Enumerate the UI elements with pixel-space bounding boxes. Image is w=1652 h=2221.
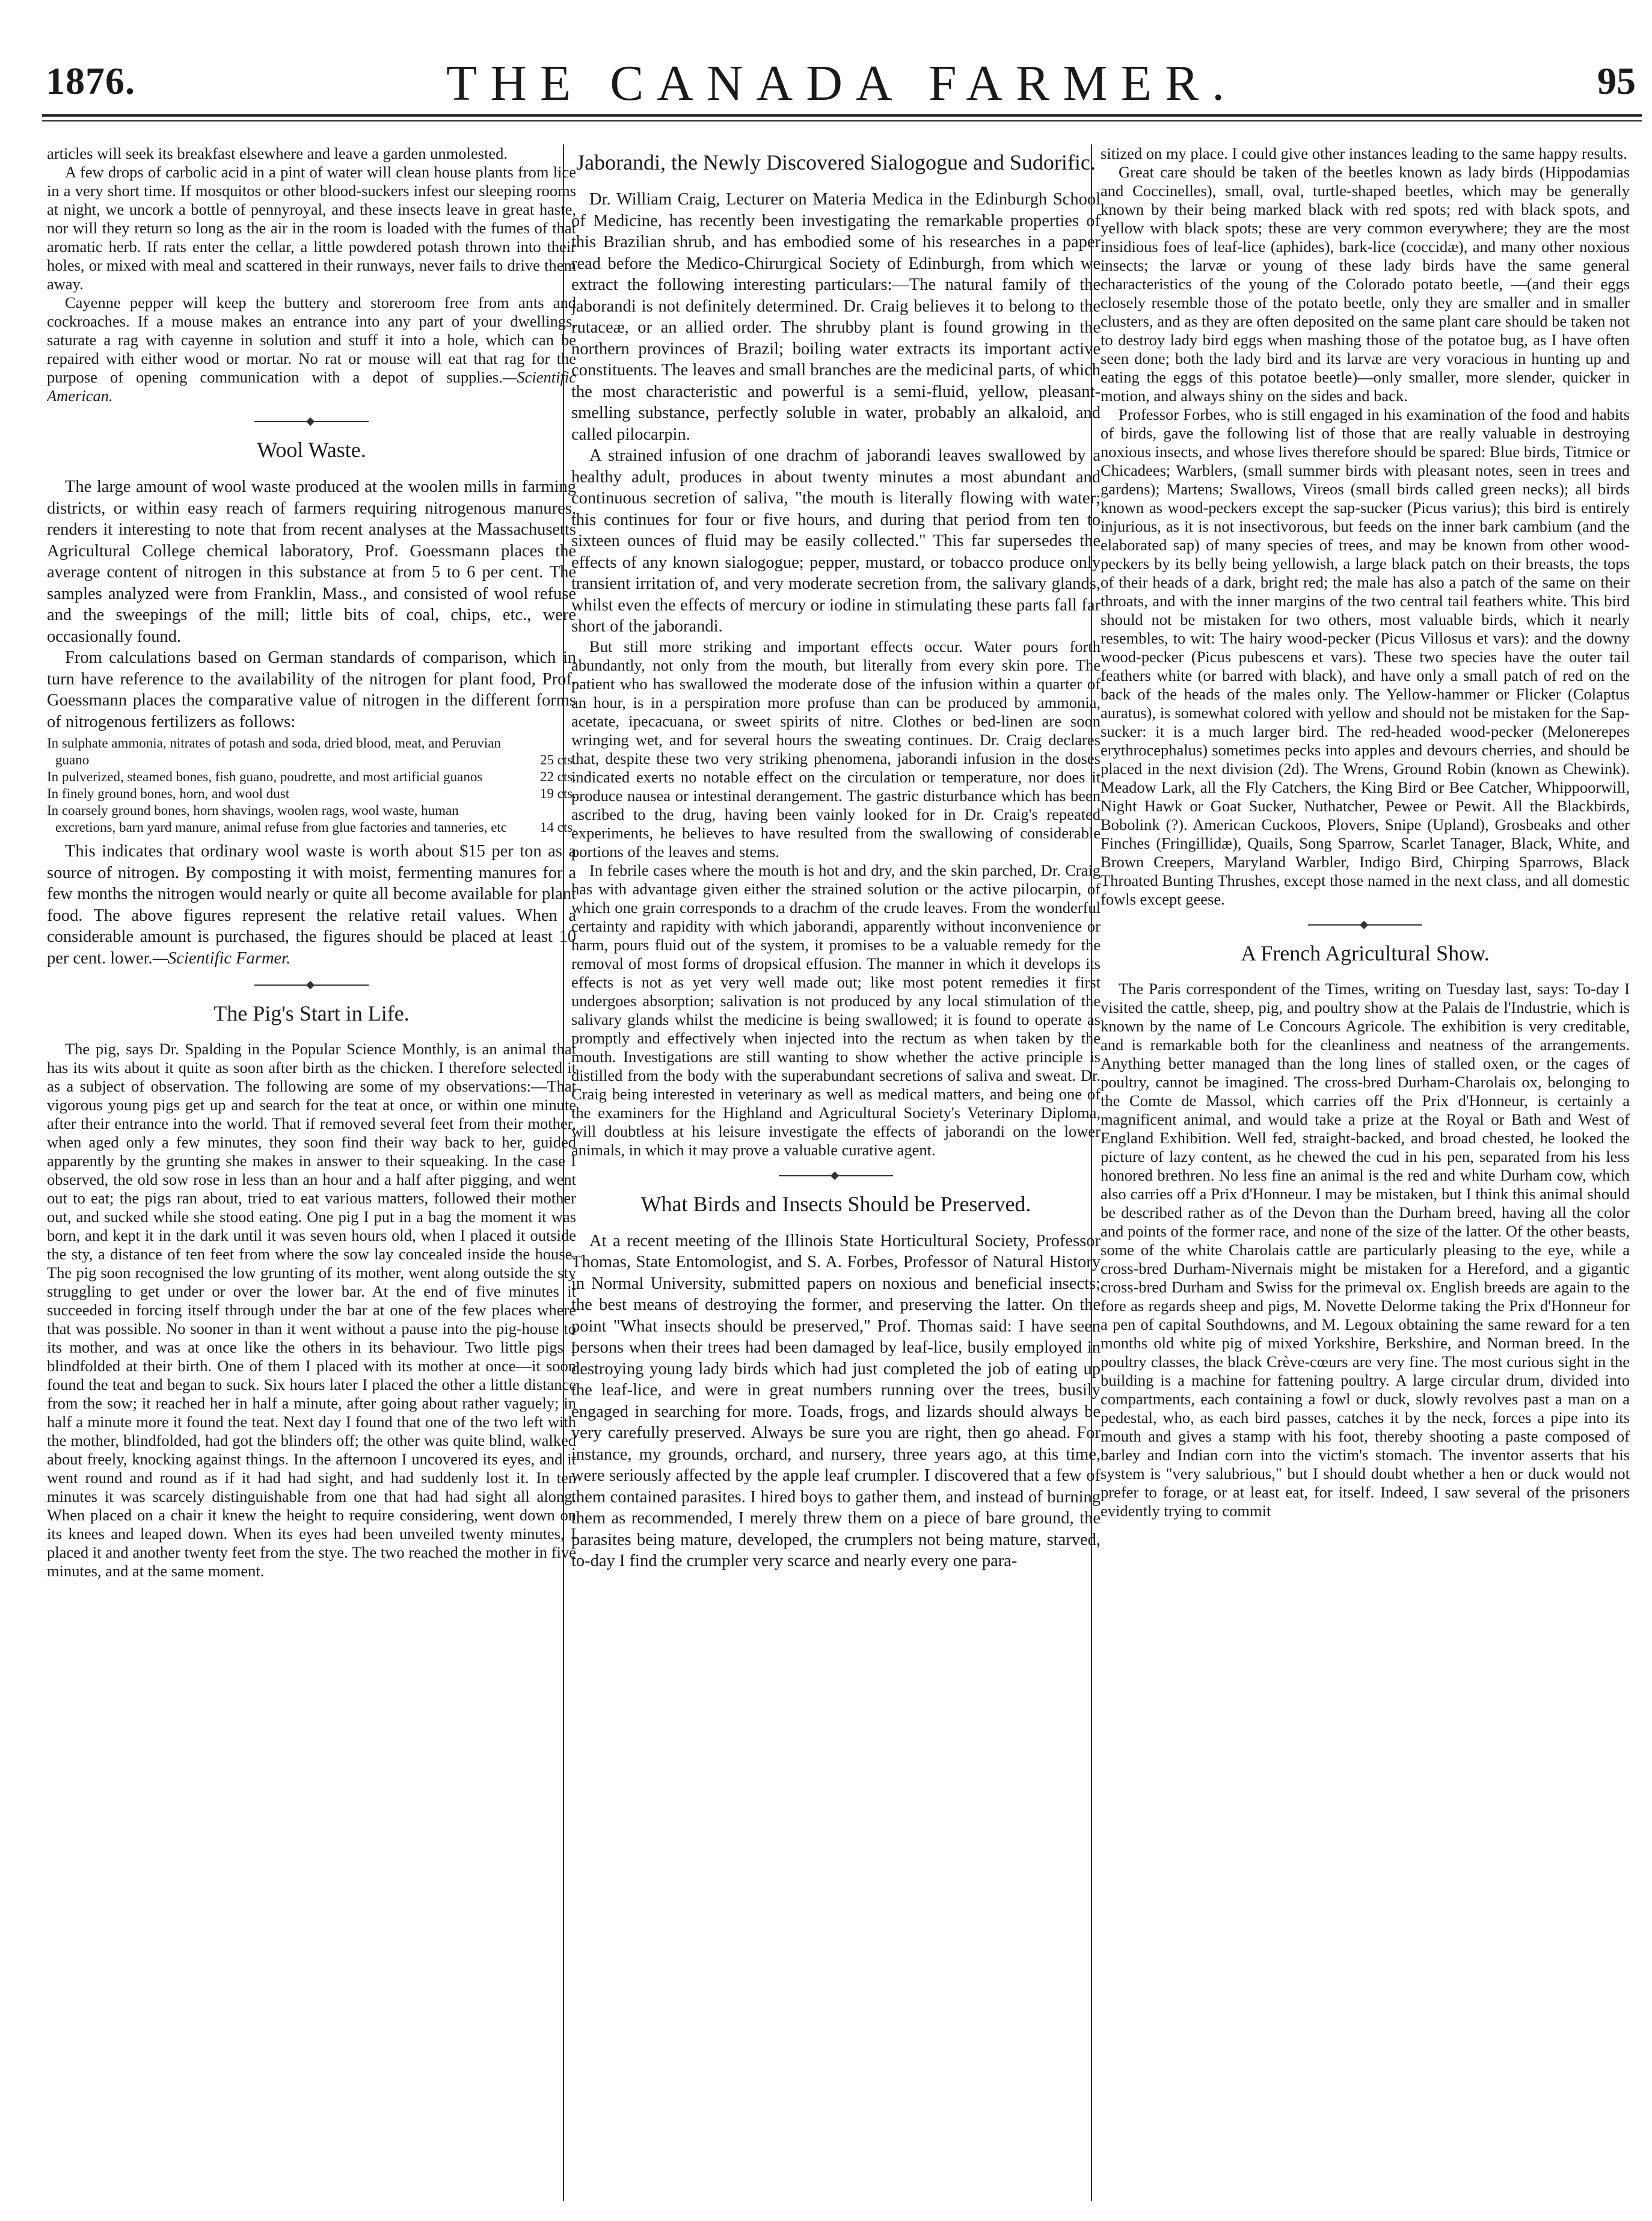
- paragraph: sitized on my place. I could give other instances leading to the same happy results.: [1101, 144, 1627, 162]
- list-item: [47, 802, 576, 836]
- masthead: [42, 24, 1642, 132]
- paragraph: The large amount of wool waste produced at the woolen mills in farming districts, or within easy reach of farmers requiring nitrogenous manures, renders it interesting to note that from recent analyses at the Massachusetts Agricultural College chemical laboratory, Prof. Goessmann places the average content of nitrogen in this substance at from 5 to 6 per cent. The samples analyzed were from Franklin, Mass., and consisted of wool refuse and the sweepings of the mill; little bits of coal, chips, etc., were occasionally found.: [47, 478, 576, 646]
- paragraph: The pig, says Dr. Spalding in the Popular Science Monthly, is an animal that has its wits about it quite as soon after birth as the chicken. I therefore selected it as a subject of observation. The following are some of my observations:—That vigorous young pigs get up and search for the teat at once, or within one minute after their entrance into the world. That if removed several feet from their mother, when aged only a few minutes, they soon find their way back to her, guided apparently by the grunting she makes in answer to their squeaking. In the case I observed, the old sow rose in less than an hour and a half after pigging, and went out to eat; the pigs ran about, tried to eat various matters, followed their mother out, and sucked while she stood eating. One pig I put in a bag the moment it was born, and kept it in the dark until it was seven hours old, when I placed it outside the sty, a distance of ten feet from where the sow lay concealed inside the house. The pig soon recognised the low grunting of its mother, went along outside the sty struggling to get under or over the lower bar. At the end of five minutes it succeeded in forcing itself through under the bar at one of the few places where that was possible. No sooner in than it went without a pause into the pig-house to its mother, and was at once like the others in its behaviour. Two little pigs I blindfolded at their birth. One of them I placed with its mother at once—it soon found the teat and began to suck. Six hours later I placed the other a little distance from the sow; it reached her in half a minute, after going about rather vaguely; in half a minute more it found the teat. Next day I found that one of the two left with the mother, blindfolded, had got the blinders off; the other was quite blind, walked about freely, knocking against things. In the afternoon I uncovered its eyes, and it went round and round as if it had had sight, and had suddenly lost it. In ten minutes it was scarcely distinguishable from one that had had sight all along. When placed on a chair it knew the height to require considering, went down on its knees and leaped down. When its eyes had been unveiled twenty minutes, I placed it and another twenty feet from the stye. The two reached the mother in five minutes, and at the same moment.: [47, 1040, 576, 1580]
- column-middle: [571, 144, 1101, 2201]
- source-attribution: —Scientific Farmer.: [152, 948, 291, 968]
- paragraph: [47, 293, 576, 405]
- list-item: [47, 769, 576, 785]
- list-item-text: In sulphate ammonia, nitrates of potash and soda, dried blood, meat, and Peruvian guano: [47, 736, 501, 767]
- paragraph-text: Cayenne pepper will keep the buttery and storeroom free from ants and cockroaches. If a mouse makes an entrance into any part of your dwellings, saturate a rag with cayenne in solution and stuff it into a hole, which can be repaired with either wood or mortar. No rat or mouse will eat that rag for the purpose of opening communication with a depot of supplies.: [47, 293, 576, 386]
- paragraph: But still more striking and important effects occur. Water pours forth abundantly, not only from the mouth, but literally from every skin pore. The patient who has swallowed the moderate dose of the infusion within a quarter of an hour, is in a perspiration more profuse than can be produced by ammonia, acetate, ipecacuana, or sweet spirits of nitre. Clothes or bed-linen are soon wringing wet, and for several hours the sweating continues. Dr. Craig declares that, despite these two very striking phenomena, jaborandi infusion in the doses indicated exerts no notable effect on the circulation or temperature, nor does it produce nausea or intestinal derangement. The gastric disturbance which has been ascribed to the drug, having been vainly looked for in Dr. Craig's repeated experiments, he believes to have resulted from the swallowing of considerable portions of the leaves and stems.: [571, 637, 1101, 861]
- list-item: [47, 785, 576, 802]
- section-divider: [254, 421, 369, 422]
- article-title: What Birds and Insects Should be Preserved.: [640, 1191, 1031, 1216]
- header-rule-thick: [42, 114, 1642, 117]
- article-title: A French Agricultural Show.: [1241, 941, 1490, 965]
- paragraph: A strained infusion of one drachm of jaborandi leaves swallowed by a healthy adult, produces in about twenty minutes a most abundant and continuous secretion of saliva, "the mouth is literally flowing with water; this continues for four or five hours, and during that period from ten to sixteen ounces of fluid may be easily collected." This far supersedes the effects of any known sialogogue; pepper, mustard, or tobacco produce only transient irritation of, and very moderate secretion from, the salivary glands, whilst even the effects of mercury or iodine in stimulating these parts fall far short of the jaborandi.: [571, 446, 1101, 636]
- list-item: [47, 735, 576, 769]
- list-item-value: 25 cts.: [539, 752, 576, 767]
- header-rule-thin: [42, 120, 1642, 121]
- paragraph: Professor Forbes, who is still engaged in his examination of the food and habits of birds, gave the following list of those that are really valuable in destroying noxious insects, and whose lives therefore should be spared: Blue birds, Titmice or Chicadees; Warblers, (small summer birds with pleasant notes, seen in trees and gardens); Martens; Swallows, Vireos (small birds called green necks); all birds known as wood-peckers except the sap-sucker (Picus varius); this bird is entirely injurious, as it is not insectivorous, but feeds on the inner bark cambium (and the elaborated sap) of many species of trees, and may be known from other wood-peckers by its belly being yellowish, a large black patch on their breasts, the tops of their heads of a dark, bright red; the male has also a patch of the same on their throats, and with the inner margins of the two central tail feathers white. This bird should not be mistaken for two others, most valuable birds, which it nearly resembles, to wit: The hairy wood-pecker (Picus Villosus et vars): and the downy wood-pecker (Picus pubescens et vars). These two species have the outer tail feathers white (or barred with black), and have only a small patch of red on the back of the heads of the males only. The Yellow-hammer or Flicker (Colaptus auratus), is somewhat colored with yellow and should not be mistaken for the Sap-sucker: it is a much larger bird. The red-headed wood-pecker (Melonerepes erythrocephalus) sometimes pecks into apples and devours cherries, and should be placed in the next division (2d). The Wrens, Ground Robin (known as Chewink). Meadow Lark, all the Fly Catchers, the King Bird or Bee Catcher, Whippoorwill, Night Hawk or Goat Sucker, Nuthatcher, Pewee or Pewit. All the Blackbirds, Bobolink (?). American Cuckoos, Plovers, Snipe (Upland), Grosbeaks and other Finches (Fringillidæ), Quails, Song Sparrow, Scarlet Tanager, Black, White, and Brown Creepers, Maryland Warbler, Indigo Bird, Chirping Sparrows, Black Throated Bunting Thrushes, except those named in the next class, and all domestic fowls except geese.: [1101, 405, 1630, 908]
- list-item-value: 14 cts.: [539, 820, 576, 835]
- list-item-text: In coarsely ground bones, horn shavings, woolen rags, wool waste, human excretions, barn yard manure, animal refuse from glue factories and tanneries, etc: [47, 803, 508, 835]
- column-right: [1101, 144, 1630, 2201]
- paragraph: A few drops of carbolic acid in a pint of water will clean house plants from lice in a very short time. If mosquitos or other blood-suckers infest our sleeping rooms at night, we uncork a bottle of pennyroyal, and these insects leave in great haste, nor will they return so long as the air in the room is loaded with the fumes of that aromatic herb. If rats enter the cellar, a little powdered potash thrown into their holes, or mixed with meal and scattered in their runways, never fails to drive them away.: [47, 163, 576, 293]
- paragraph: From calculations based on German standards of comparison, which in turn have reference to the availability of the nitrogen for plant food, Prof. Goessmann places the comparative value of nitrogen in the different forms of nitrogenous fertilizers as follows:: [47, 648, 576, 731]
- article-title: The Pig's Start in Life.: [213, 1001, 410, 1025]
- article-title: Wool Waste.: [257, 438, 366, 462]
- paragraph: [47, 841, 576, 969]
- list-item-value: 22 cts.: [539, 769, 576, 784]
- paragraph: In febrile cases where the mouth is hot and dry, and the skin parched, Dr. Craig has with advantage given either the strained solution or the active pilocarpin, of which one grain corresponds to a drachm of the crude leaves. From the wonderful certainty and rapidity with which jaborandi, apparently without inconvenience or harm, pours fluid out of the system, it promises to be a valuable remedy for the removal of most forms of dropsical effusion. The manner in which it develops its effects is not as yet very well made out; like most potent remedies it first undergoes absorption; salivation is not produced by any local stimulation of the salivary glands whilst the medicine is being swallowed; it is found to operate as promptly and effectively when injected into the rectum as when taken by the mouth. Investigations are still wanting to show whether the active principle is distilled from the body with the superabundant secretions of saliva and sweat. Dr. Craig being interested in veterinary as well as medical matters, and being one of the examiners for the Highland and Agricultural Society's Veterinary Diploma, will doubtless at his leisure investigate the effects of jaborandi on the lower animals, in which it may prove a valuable curative agent.: [571, 861, 1101, 1159]
- issue-year: 1876.: [46, 60, 135, 102]
- list-item-value: 19 cts.: [539, 786, 576, 801]
- paragraph-text: This indicates that ordinary wool waste is worth about $15 per ton as a source of nitrogen. By composting it with moist, fermenting manures for a few months the nitrogen would nearly or quite all become available for plant food. The above figures represent the relative retail values. When a considerable amount is purchased, the figures should be placed at least 10 per cent. lower.: [47, 842, 576, 968]
- nitrogen-value-list: [47, 735, 576, 836]
- section-divider: [779, 1175, 893, 1176]
- page-number: 95: [1597, 60, 1636, 102]
- section-divider: [254, 985, 369, 986]
- paragraph: The Paris correspondent of the Times, writing on Tuesday last, says: To-day I visited the cattle, sheep, pig, and poultry show at the Palais de l'Industrie, which is known by the name of Le Concours Agricole. The exhibition is very creditable, and is remarkable both for the cleanliness and neatness of the arrangements. Anything better managed than the long lines of stalled oxen, or the cages of poultry, cannot be imagined. The cross-bred Durham-Charolais ox, belonging to the Comte de Massol, which carries off the Prix d'Honneur, is certainly a magnificent animal, and would take a prize at the Royal or Bath and West of England Exhibition. Well fed, straight-backed, and broad chested, he looked the picture of lazy content, as he chewed the cud in his pen, separated from his less honored brethren. No less fine an animal is the red and white Durham cow, which also carries off a Prix d'Honneur. I may be mistaken, but I think this animal should be described rather as of the Devon than the Durham breed, having all the color and points of the former race, and none of the size of the latter. Of the other beasts, some of the white Charolais cattle are particularly pleasing to the eye, while a cross-bred Durham-Nivernais might be mistaken for a Hereford, and a gigantic cross-bred Durham and Swiss for the primeval ox. English breeds are again to the fore as regards sheep and pigs, M. Novette Delorme taking the Prix d'Honneur for a pen of capital Southdowns, and M. Legoux obtaining the same reward for a ten months old white pig of mixed Yorkshire, Berkshire, and Norman breed. In the poultry classes, the black Crève-cœurs are very fine. The most curious sight in the building is a machine for fattening poultry. A large circular drum, divided into compartments, each containing a fowl or duck, slowly revolves past a man on a pedestal, who, as each bird passes, catches it by the neck, forces a pipe into its mouth and gives a stamp with his foot, thereby shooting a paste composed of barley and Indian corn into the victim's stomach. The inventor asserts that his system is "very salubrious," but I should doubt whether a hen or duck would not prefer to forage, or at least eat, for itself. Indeed, I saw several of the prisoners evidently trying to commit: [1101, 980, 1630, 1520]
- article-title: Jaborandi, the Newly Discovered Sialogogue and Sudorific.: [576, 150, 1096, 174]
- list-item-text: In finely ground bones, horn, and wool dust: [47, 786, 290, 801]
- source-attribution: —Scientific American.: [47, 368, 576, 405]
- paragraph: Dr. William Craig, Lecturer on Materia Medica in the Edinburgh School of Medicine, has recently been investigating the remarkable properties of this Brazilian shrub, and has embodied some of his researches in a paper read before the Medico-Chirurgical Society of Edinburgh, from which we extract the following interesting particulars:—The natural family of the jaborandi is not definitely determined. Dr. Craig believes it to belong to the rutaceæ, or an allied order. The shrubby plant is found growing in the northern provinces of Brazil; boiling water extracts its important active constituents. The leaves and small branches are the medicinal parts, of which the most characteristic and powerful is a semi-fluid, yellow, pleasant-smelling substance, perfectly soluble in water, probably an alkaloid, and called pilocarpin.: [571, 190, 1101, 444]
- newspaper-title: THE CANADA FARMER.: [446, 55, 1238, 111]
- section-divider: [1308, 924, 1422, 926]
- paragraph: articles will seek its breakfast elsewhere and leave a garden unmolested.: [47, 144, 508, 162]
- paragraph: At a recent meeting of the Illinois State Horticultural Society, Professor Thomas, State Entomologist, and S. A. Forbes, Professor of Natural History in Normal University, submitted papers on noxious and beneficial insects; the best means of destroying the former, and preserving the latter. On the point "What insects should be preserved," Prof. Thomas said: I have seen persons when their trees had been damaged by leaf-lice, busily employed in destroying young lady birds which had just completed the job of eating up the leaf-lice, and were in great numbers running over the trees, busily engaged in searching for more. Toads, frogs, and lizards should always be very carefully preserved. Always be sure you are right, then go ahead. For instance, my grounds, orchard, and nursery, three years ago, at this time, were seriously affected by the apple leaf crumpler. I discovered that a few of them contained parasites. I hired boys to gather them, and instead of burning them as recommended, I merely threw them on a piece of bare ground, the parasites being mature, developed, the crumplers not being mature, starved, to-day I find the crumpler very scarce and nearly every one para-: [571, 1231, 1101, 1570]
- column-left: [47, 144, 576, 2201]
- paragraph: Great care should be taken of the beetles known as lady birds (Hippodamias and Coccinelles), small, oval, turtle-shaped beetles, which may be generally known by their being marked black with red spots; red with black spots, and yellow with black spots; these are very common everywhere; they are the most insidious foes of leaf-lice (aphides), bark-lice (coccidæ), and many other noxious insects; the larvæ or young of these lady birds have the same general characteristics of the young of the Colorado potato beetle, —(and their eggs closely resemble those of the potato beetle, only they are smaller and in smaller clusters, and as they are often deposited on the same plant care should be taken not to destroy lady bird eggs when mashing those of the potatoe bug, as I have often seen done; both the lady bird and its larvæ are very voracious in hunting up and eating the eggs of this potatoe beetle)—only smaller, more slender, quicker in motion, and always shiny on the sides and back.: [1101, 163, 1630, 405]
- list-item-text: In pulverized, steamed bones, fish guano, poudrette, and most artificial guanos: [47, 769, 483, 784]
